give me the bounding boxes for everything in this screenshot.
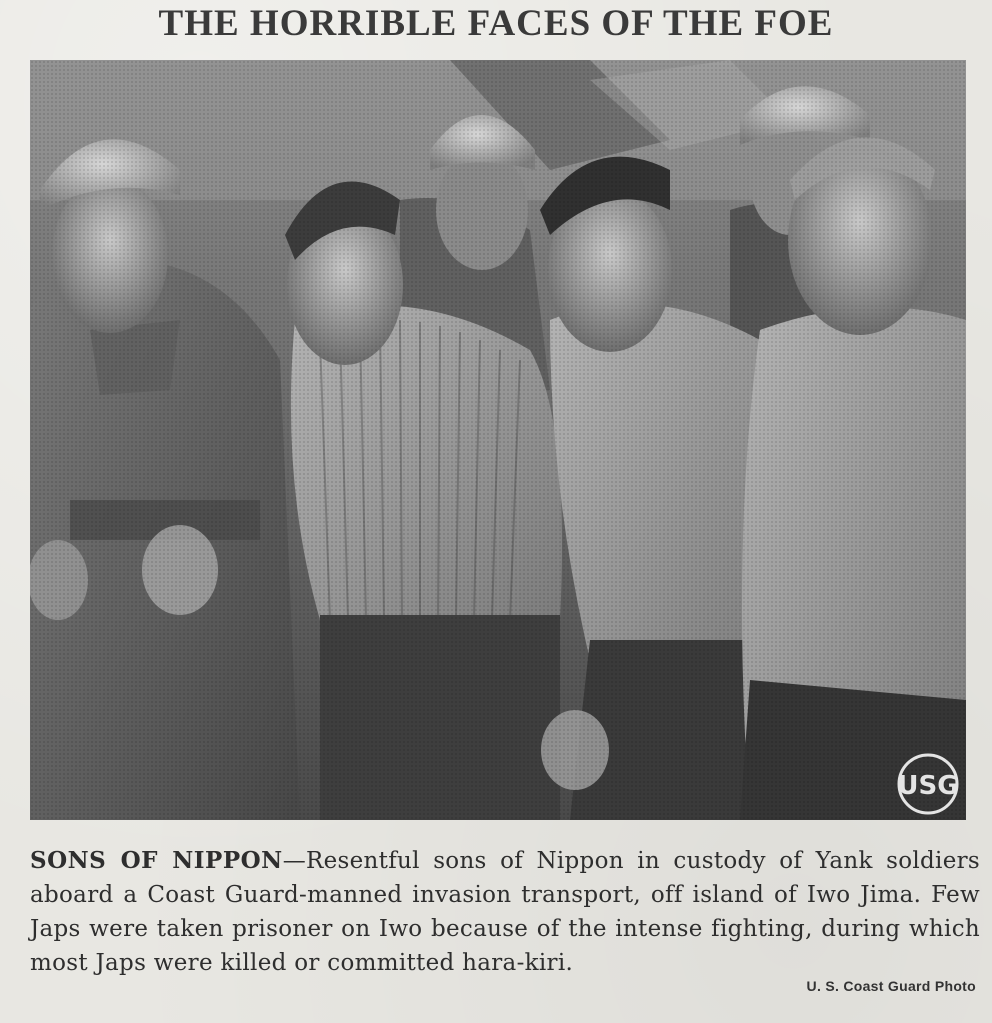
news-photo <box>30 60 966 820</box>
caption-lead: SONS OF NIPPON <box>30 847 283 874</box>
caption-body: —Resentful sons of Nippon in custody of Yank soldiers aboard a Coast Guard-manned invasion transport, off island of Iwo Jima. Few Japs were taken prisoner on Iwo because of the intense fighting, during which most Japs were killed or committed hara-kiri. <box>30 848 980 976</box>
headline: THE HORRIBLE FACES OF THE FOE <box>158 3 834 44</box>
us-coast-guard-monogram-icon <box>896 752 960 816</box>
photo-caption <box>30 844 980 980</box>
news-photo-illustration <box>30 60 966 820</box>
photo-credit: U. S. Coast Guard Photo <box>806 978 976 994</box>
logo-letters: USG <box>897 771 959 801</box>
